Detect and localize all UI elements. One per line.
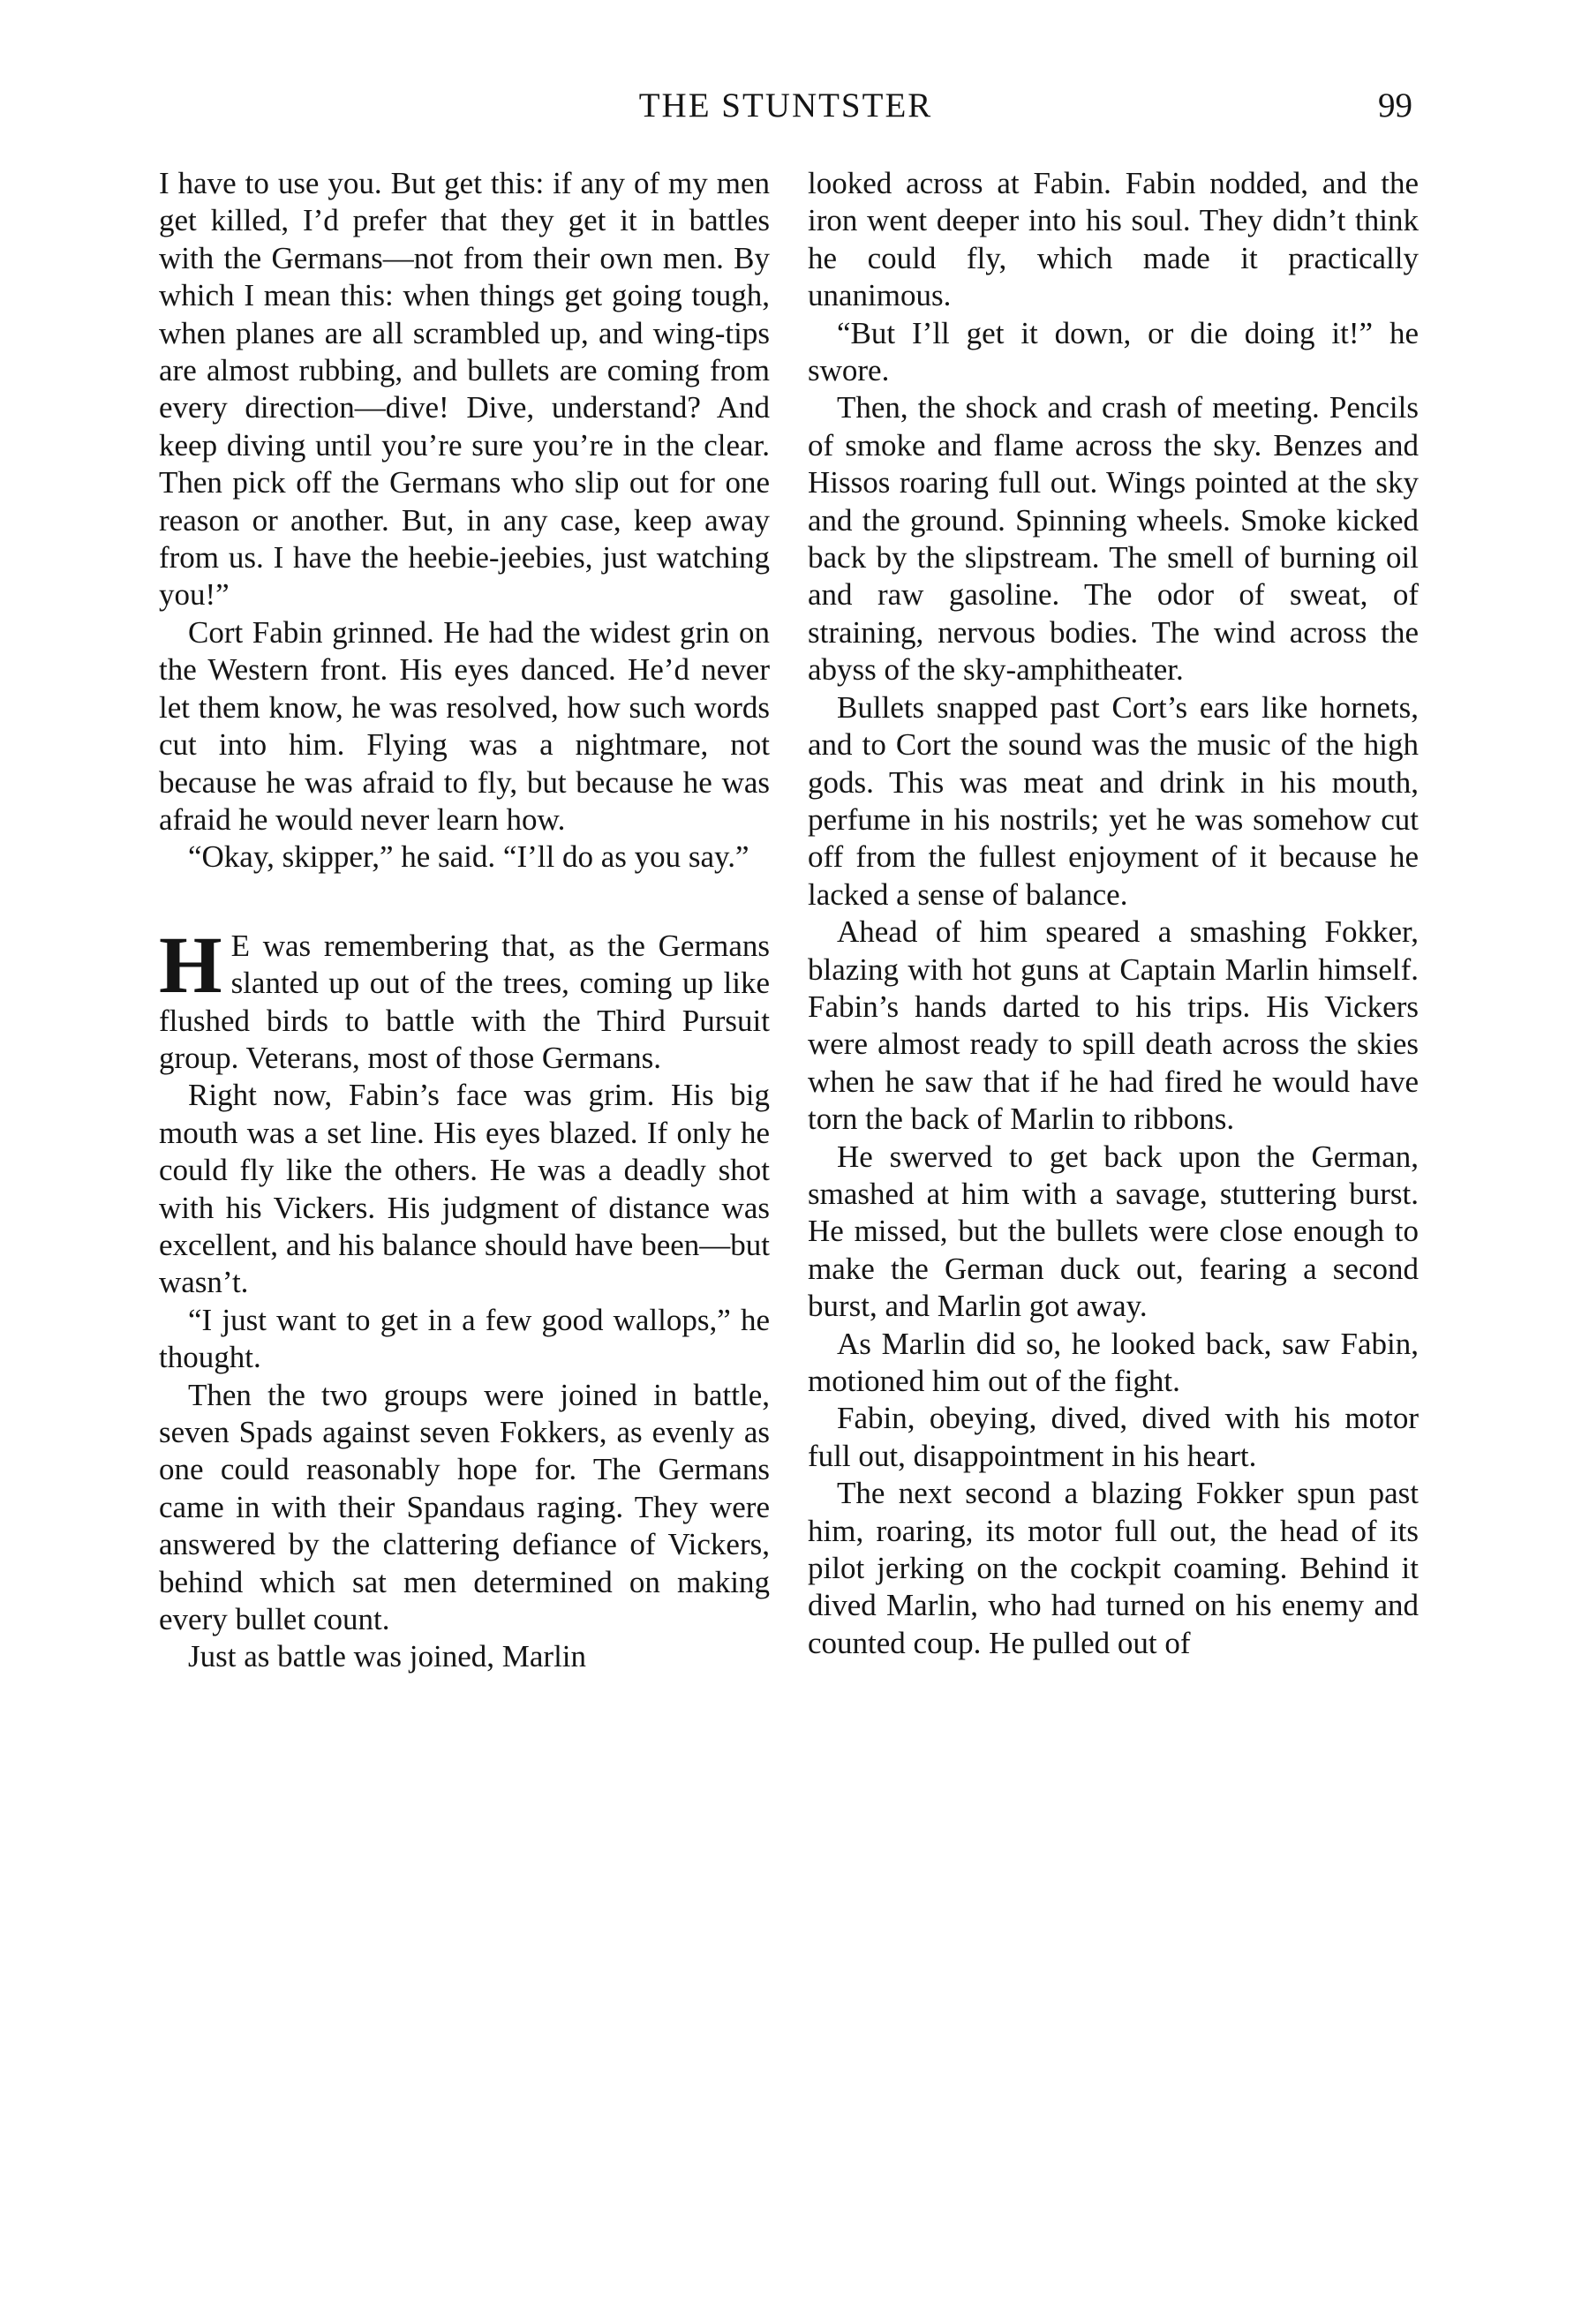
paragraph: “But I’ll get it down, or die doing it!” he swore. (808, 315, 1419, 388)
paragraph-text: E was remembering that, as the Germans slanted up out of the trees, coming up like flushed birds to battle with the Third Pursuit group. Veterans, most of those Germans. (159, 928, 770, 1075)
paragraph: “I just want to get in a few good wallops,” he thought. (159, 1302, 770, 1375)
drop-cap: H (159, 919, 222, 1010)
paragraph: Ahead of him speared a smashing Fokker, blazing with hot guns at Captain Marlin himself. Fabin’s hands darted to his trips. His Vickers were almost ready to spill death across the skies when he saw that if he had fired he would have torn the back of Marlin to ribbons. (808, 914, 1419, 1137)
paragraph: Then, the shock and crash of meeting. Pencils of smoke and flame across the sky. Benzes and Hissos roaring full out. Wings pointed at the sky and the ground. Spinning wheels. Smoke kicked back by the slipstream. The smell of burning oil and raw gasoline. The odor of sweat, of straining, nervous bodies. The wind across the abyss of the sky-amphitheater. (808, 390, 1419, 688)
paragraph: Fabin, obeying, dived, dived with his motor full out, disappointment in his heart. (808, 1401, 1419, 1473)
paragraph: As Marlin did so, he looked back, saw Fabin, motioned him out of the fight. (808, 1326, 1419, 1398)
paragraph: Bullets snapped past Cort’s ears like hornets, and to Cort the sound was the music of the high gods. This was meat and drink in his mouth, perfume in his nostrils; yet he was somehow cut off from the fullest enjoyment of it because he lacked a sense of balance. (808, 689, 1419, 912)
paragraph: Right now, Fabin’s face was grim. His big mouth was a set line. His eyes blazed. If only he could fly like the others. He was a deadly shot with his Vickers. His judgment of distance was excellent, and his balance should have been—but wasn’t. (159, 1078, 770, 1300)
paragraph: The next second a blazing Fokker spun past him, roaring, its motor full out, the head of its pilot jerking on the cockpit coaming. Behind it dived Marlin, who had turned on his enemy and counted coup. He pulled out of (808, 1476, 1419, 1660)
left-column (159, 165, 770, 1676)
page-number: 99 (1378, 86, 1412, 124)
right-column (808, 165, 1419, 1662)
page-header (159, 86, 1412, 139)
paragraph: Cort Fabin grinned. He had the widest grin on the Western front. His eyes danced. He’d never let them know, he was resolved, how such words cut into him. Flying was a nightmare, not because he was afraid to fly, but because he was afraid he would never learn how. (159, 614, 770, 837)
paragraph: He swerved to get back upon the German, smashed at him with a savage, stuttering burst. He missed, but the bullets were close enough to make the German duck out, fearing a second burst, and Marlin got away. (808, 1139, 1419, 1324)
running-title: THE STUNTSTER (638, 86, 933, 124)
paragraph: “Okay, skipper,” he said. “I’ll do as you say.” (188, 839, 749, 875)
paragraph: Then the two groups were joined in battle, seven Spads against seven Fokkers, as evenly as one could reasonably hope for. The Germans came in with their Spandaus raging. They were answered by the clattering defiance of Vickers, behind which sat men determined on making every bullet count. (159, 1377, 770, 1637)
paragraph: I have to use you. But get this: if any of my men get killed, I’d prefer that they get it in battles with the Germans—not from their own men. By which I mean this: when things get going tough, when planes are all scrambled up, and wing-tips are almost rubbing, and bullets are coming from every direction—dive! Dive, understand? And keep diving until you’re sure you’re in the clear. Then pick off the Germans who slip out for one reason or another. But, in any case, keep away from us. I have the heebie-jeebies, just watching you!” (159, 166, 770, 613)
paragraph: looked across at Fabin. Fabin nodded, and the iron went deeper into his soul. They didn’t think he could fly, which made it practically unanimous. (808, 166, 1419, 313)
section-start-paragraph (159, 919, 770, 1078)
paragraph: Just as battle was joined, Marlin (188, 1639, 587, 1674)
